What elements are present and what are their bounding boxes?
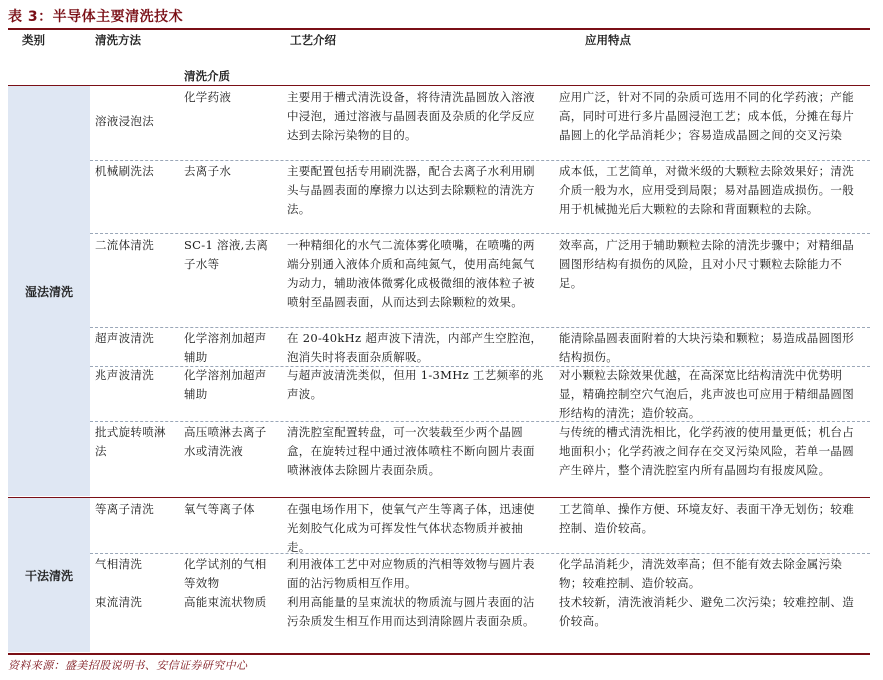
feature-cell: 技术较新，清洗液消耗少、避免二次污染；较难控制、造价较高。 <box>559 595 854 628</box>
method-cell: 溶液浸泡法 <box>95 114 154 128</box>
row-divider <box>90 327 870 328</box>
intro-cell: 在 20-40kHz 超声波下清洗，内部产生空腔泡，泡消失时将表面杂质解吸。 <box>287 331 543 364</box>
category-wet <box>8 86 90 496</box>
source-note: 资料来源：盛美招股说明书、安信证券研究中心 <box>8 659 248 672</box>
medium-cell: 氧气等离子体 <box>184 502 255 516</box>
method-cell: 等离子清洗 <box>95 502 154 516</box>
medium-cell: 化学药液 <box>184 90 232 104</box>
intro-cell: 利用液体工艺中对应物质的汽相等效物与圆片表面的沾污物质相互作用。 <box>287 557 535 590</box>
method-cell: 超声波清洗 <box>95 331 154 345</box>
medium-cell: SC-1 溶液,去离子水等 <box>184 238 269 271</box>
feature-cell: 对小颗粒去除效果优越，在高深宽比结构清洗中优势明显，精确控制空穴气泡后，兆声波也可应用于精细晶圆图形结构的清洗；造价较高。 <box>559 368 854 420</box>
row-divider <box>90 233 870 234</box>
method-cell: 批式旋转喷淋法 <box>95 425 166 458</box>
category-divider <box>8 497 870 498</box>
medium-cell: 化学试剂的气相等效物 <box>184 557 267 590</box>
intro-cell: 一种精细化的水气二流体雾化喷嘴，在喷嘴的两端分别通入液体介质和高纯氮气，使用高纯氮气为动力，辅助液体微雾化成极微细的液体粒子被喷射至晶圆表面，从而达到去除颗粒的效果。 <box>287 238 535 309</box>
header-medium: 清洗介质 <box>184 69 230 83</box>
table-title: 表 3：半导体主要清洗技术 <box>8 9 184 25</box>
header-method: 清洗方法 <box>95 33 141 47</box>
intro-cell: 主要用于槽式清洗设备，将待清洗晶圆放入溶液中浸泡，通过溶液与晶圆表面及杂质的化学反应达到去除污染物的目的。 <box>287 90 535 142</box>
feature-cell: 与传统的槽式清洗相比，化学药液的使用量更低；机台占地面积小；化学药液之间存在交叉污染风险，若单一晶圆产生碎片，整个清洗腔室内所有晶圆均有报废风险。 <box>559 425 854 477</box>
intro-cell: 清洗腔室配置转盘，可一次装载至少两个晶圆盒，在旋转过程中通过液体喷柱不断向圆片表面喷淋液体去除圆片表面杂质。 <box>287 425 535 477</box>
bottom-rule <box>8 653 870 655</box>
top-rule <box>8 28 870 30</box>
category-wet-label: 湿法清洗 <box>24 284 73 299</box>
feature-cell: 工艺简单、操作方便、环境友好、表面干净无划伤；较难控制、造价较高。 <box>559 502 854 535</box>
intro-cell: 与超声波清洗类似，但用 1-3MHz 工艺频率的兆声波。 <box>287 368 544 401</box>
header-intro: 工艺介绍 <box>290 33 336 47</box>
method-cell: 气相清洗 <box>95 557 143 571</box>
intro-cell: 利用高能量的呈束流状的物质流与圆片表面的沾污杂质发生相互作用而达到清除圆片表面杂质。 <box>287 595 535 628</box>
feature-cell: 应用广泛，针对不同的杂质可选用不同的化学药液；产能高，同时可进行多片晶圆浸泡工艺；成本低，分摊在每片晶圆上的化学品消耗少；容易造成晶圆之间的交叉污染 <box>559 90 854 142</box>
intro-cell: 主要配置包括专用刷洗器，配合去离子水利用刷头与晶圆表面的摩擦力以达到去除颗粒的清洗方法。 <box>287 164 535 216</box>
feature-cell: 能清除晶圆表面附着的大块污染和颗粒；易造成晶圆图形结构损伤。 <box>559 331 854 364</box>
category-dry <box>8 498 90 652</box>
method-cell: 束流清洗 <box>95 595 143 609</box>
feature-cell: 化学品消耗少，清洗效率高；但不能有效去除金属污染物；较难控制、造价较高。 <box>559 557 843 590</box>
row-divider <box>90 160 870 161</box>
method-cell: 二流体清洗 <box>95 238 154 252</box>
intro-cell: 在强电场作用下，使氧气产生等离子体，迅速使光刻胶气化成为可挥发性气体状态物质并被抽走。 <box>287 502 535 554</box>
medium-cell: 化学溶剂加超声辅助 <box>184 368 267 401</box>
category-dry-label: 干法清洗 <box>24 568 73 583</box>
header-rule <box>8 85 870 86</box>
header-features: 应用特点 <box>585 33 631 47</box>
medium-cell: 化学溶剂加超声辅助 <box>184 331 267 364</box>
medium-cell: 去离子水 <box>184 164 232 178</box>
medium-cell: 高能束流状物质 <box>184 595 267 609</box>
medium-cell: 高压喷淋去离子水或清洗液 <box>184 425 267 458</box>
feature-cell: 效率高，广泛用于辅助颗粒去除的清洗步骤中；对精细晶圆图形结构有损伤的风险，且对小尺寸颗粒去除能力不足。 <box>559 238 854 290</box>
feature-cell: 成本低，工艺简单，对微米级的大颗粒去除效果好；清洗介质一般为水，应用受到局限；易对晶圆造成损伤。一般用于机械抛光后大颗粒的去除和背面颗粒的去除。 <box>559 164 854 216</box>
method-cell: 兆声波清洗 <box>95 368 154 382</box>
header-category: 类别 <box>22 33 45 47</box>
method-cell: 机械刷洗法 <box>95 164 154 178</box>
